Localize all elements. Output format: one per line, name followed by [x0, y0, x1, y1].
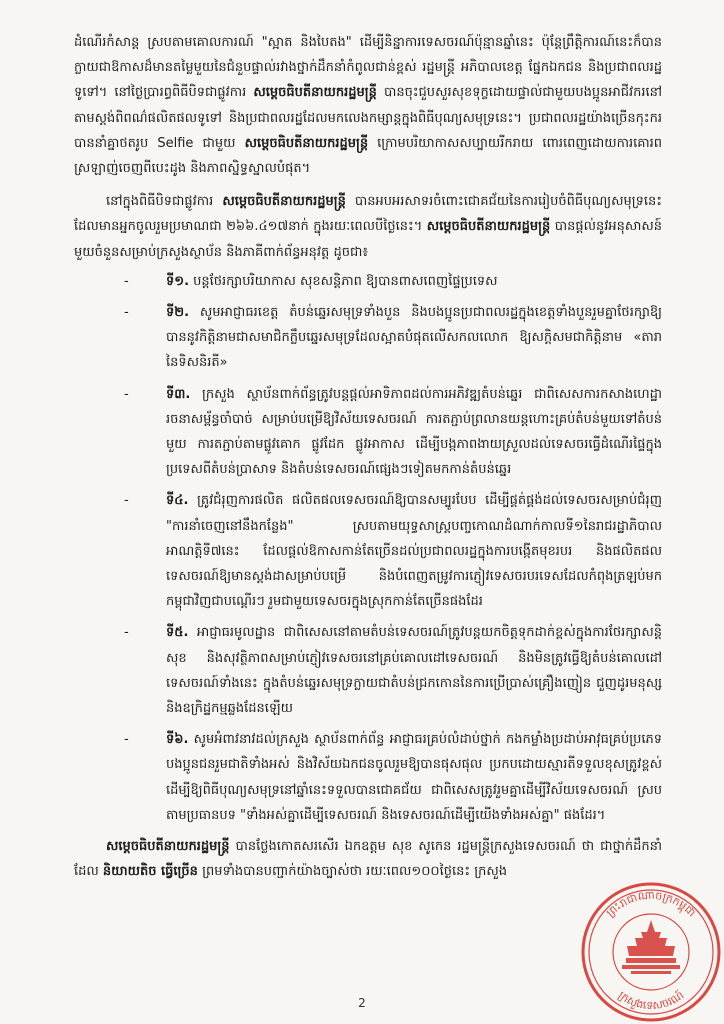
paragraph-1-text-c: ក្រោមបរិយាកាសសប្បាយរីករាយ ពោរពេញដោយការគោរពស្រឡាញ់ចេញពីបេះដូង និងភាពស្និទ្ធស្នាលបំផុត។: [74, 135, 662, 177]
paragraph-3-bold-2: និយាយតិច ធ្វើច្រើន: [102, 864, 198, 880]
paragraph-1-text-b: បានចុះជួបសួរសុខទុក្ខដោយផ្ទាល់ជាមួយបងប្អូនអាជីវករនៅតាមស្តង់ពិពណ៌ផលិតផលទូទៅ និងប្រជាពលរដ្ឋដែលមកលេងកម្សាន្តក្នុងពិធីបុណ្យសមុទ្រនេះ។ ប្រជាពលរដ្ឋយ៉ាងច្រើនកុះករបាននាំគ្នាថតរូប Selfie ជាមួយ: [74, 85, 662, 151]
list-number: ទី១.: [166, 273, 190, 289]
list-item: [74, 269, 662, 294]
list-text: ក្រសួង ស្ថាប័នពាក់ព័ន្ធត្រូវបន្តផ្តល់អាទិភាពដល់ការអភិវឌ្ឍតំបន់ឆ្នេរ ជាពិសេសការកសាងហេដ្ឋារចនាសម្ព័ន្ធចាំបាច់ សម្រាប់បម្រើឱ្យវិស័យទេសចរណ៍ ការតភ្ជាប់ព្រលានយន្តហោះគ្រប់តំបន់មួយទៅតំបន់មួយ ការតភ្ជាប់តាមផ្លូវគោក ផ្លូវដែក ផ្លូវអាកាស ដើម្បីបង្កភាពងាយស្រួលដល់ទេសចរធ្វើដំណើរផ្ទៃក្នុងប្រទេសពីតំបន់ប្រាសាទ និងតំបន់ទេសចរណ៍ផ្សេងៗទៀតមកកាន់តំបន់ឆ្នេរ: [166, 386, 662, 478]
paragraph-1: [74, 30, 662, 181]
paragraph-3-text-a: បានថ្លែងកោតសរសើរ ឯកឧត្តម សុខ សូកេន រដ្ឋមន្ត្រីក្រសួងទេសចរណ៍ ថា ជាថ្នាក់ដឹកនាំដែល: [74, 839, 662, 880]
paragraph-1-bold: សម្តេចធិបតីនាយករដ្ឋមន្ត្រី: [253, 85, 377, 101]
list-item: [74, 727, 662, 828]
list-bullet: -: [124, 305, 129, 321]
list-text: សូមអាជ្ញាធរខេត្ត តំបន់ឆ្នេរសមុទ្រទាំងបួន និងបងប្អូនប្រជាពលរដ្ឋក្នុងខេត្តទាំងបួនរួមគ្នាថែរក្សាឱ្យបាននូវកិត្តិនាមជាសមាជិកក្លឹបឆ្នេរសមុទ្រដែលស្អាតបំផុតលើសកលលោក ឱ្យសក្តិសមជាកិត្តិនាម «តារានៃទិសនិរតី»: [166, 305, 662, 371]
list-number: ទី៣.: [166, 386, 191, 402]
list-number: ទី៤.: [166, 493, 189, 509]
list-bullet: -: [124, 273, 129, 289]
list-bullet: -: [124, 625, 129, 641]
paragraph-2-bold: សម្តេចធិបតីនាយករដ្ឋមន្ត្រី: [222, 194, 346, 210]
paragraph-2-bold-2: សម្តេចធិបតីនាយករដ្ឋមន្ត្រី: [426, 219, 551, 235]
paragraph-3-text-b: ព្រមទាំងបានបញ្ជាក់យ៉ាងច្បាស់ថា រយៈពេល១០០ថ្ងៃនេះ ក្រសួង: [197, 864, 507, 880]
list-bullet: -: [124, 386, 129, 402]
recommendation-list: [74, 269, 662, 828]
list-item: [74, 300, 662, 376]
page-number: 2: [358, 996, 366, 1010]
list-text: អាជ្ញាធរមូលដ្ឋាន ជាពិសេសនៅតាមតំបន់ទេសចរណ៍ត្រូវបន្តយកចិត្តទុកដាក់ខ្ពស់ក្នុងការថែរក្សាសន្តិសុខ និងសុវត្ថិភាពសម្រាប់ភ្ញៀវទេសចរនៅគ្រប់គោលដៅទេសចរណ៍ និងមិនត្រូវធ្វើឱ្យតំបន់គោលដៅទេសចរណ៍ទាំងនេះ ក្នុងតំបន់ឆ្នេរសមុទ្រក្លាយជាតំបន់ជ្រកកោននៃការប្រើប្រាស់គ្រឿងញៀន ជួញដូរមនុស្ស និងឧក្រិដ្ឋកម្មឆ្លងដែនឡើយ: [166, 625, 662, 717]
paragraph-2-text-c: បានផ្តល់នូវអនុសាសន៍មួយចំនួនសម្រាប់ក្រសួងស្ថាប័ន និងភាគីពាក់ព័ន្ធអនុវត្ត ដូចជា៖: [74, 219, 662, 260]
paragraph-3: [74, 834, 662, 884]
stamp-top-text: ព្រះរាជាណាចក្រកម្ពុជា: [603, 888, 699, 920]
list-item: [74, 620, 662, 721]
list-number: ទី៦.: [166, 732, 189, 748]
list-item: [74, 488, 662, 614]
list-bullet: -: [124, 732, 129, 748]
list-text: សូមអំពាវនាវដល់ក្រសួង ស្ថាប័នពាក់ព័ន្ធ អាជ្ញាធរគ្រប់លំដាប់ថ្នាក់ កងកម្លាំងប្រដាប់អាវុធគ្រប់ប្រភេទ បងប្អូនជនរួមជាតិទាំងអស់ និងវិស័យឯកជនចូលរួមឱ្យបានផុសផុល ប្រកបដោយស្មារតីទទួលខុសត្រូវខ្ពស់ ដើម្បីឱ្យពិធីបុណ្យសមុទ្រនៅឆ្នាំនេះទទួលបានជោគជ័យ ជាពិសេសត្រូវរួមគ្នាដើម្បីវិស័យទេសចរណ៍ ស្របតាមប្រធានបទ "ទាំងអស់គ្នាដើម្បីទេសចរណ៍ និងទេសចរណ៍ដើម្បីយើងទាំងអស់គ្នា" ផងដែរ។: [166, 732, 662, 823]
paragraph-2-text-a: នៅក្នុងពិធីបិទជាផ្លូវការ: [106, 194, 223, 210]
list-text: បន្តថែរក្សាបរិយាកាស សុខសន្តិភាព ឱ្យបានពាសពេញផ្ទៃប្រទេស: [189, 273, 498, 289]
list-bullet: -: [124, 493, 129, 509]
official-seal-stamp: [576, 876, 724, 1024]
paragraph-2-text-b: បានអបអរសាទរចំពោះជោគជ័យនៃការរៀបចំពិធីបុណ្យសមុទ្រនេះ ដែលមានអ្នកចូលរួមប្រមាណជា ២៦៦.៤១៧នាក់ ក្នុងរយៈពេលបីថ្ងៃនេះ។: [74, 194, 662, 235]
temple-emblem-icon: [622, 920, 680, 974]
list-number: ទី៥.: [166, 625, 189, 641]
paragraph-3-bold: សម្តេចធិបតីនាយករដ្ឋមន្ត្រី: [106, 839, 230, 855]
list-text: ត្រូវជំរុញការផលិត ផលិតផលទេសចរណ៍ឱ្យបានសម្បូរបែប ដើម្បីផ្គត់ផ្គង់ដល់ទេសចរសម្រាប់ជំរុញ "ការនាំចេញនៅនឹងកន្លែង" ស្របតាមយុទ្ធសាស្ត្របញ្ចកោណដំណាក់កាលទី១នៃរាជរដ្ឋាភិបាលអាណត្តិទី៧នេះ ដែលផ្តល់ឱកាសកាន់តែច្រើនដល់ប្រជាពលរដ្ឋក្នុងការបង្កើតមុខរបរ និងផលិតផលទេសចរណ៍ឱ្យមានស្តង់ដាសម្រាប់បម្រើ និងបំពេញតម្រូវការភ្ញៀវទេសចរបរទេសដែលកំពុងត្រឡប់មកកម្ពុជាវិញជាបណ្តើរៗ រួមជាមួយទេសចរក្នុងស្រុកកាន់តែច្រើនផងដែរ: [166, 493, 662, 610]
paragraph-1-text: ដំណើរកំសាន្ត ស្របតាមគោលការណ៍ "ស្អាត និងបៃតង" ដើម្បីនិន្នាការទេសចរណ៍ប៉ុន្មានឆ្នាំនេះ ប៉ុន្តែព្រឹត្តិការណ៍នេះក៏បានក្លាយជាឱកាសដ៏មានតម្លៃមួយនៃជំនួបផ្ទាល់រវាងថ្នាក់ដឹកនាំកំពូលជាន់ខ្ពស់ រដ្ឋមន្ត្រី អភិបាលខេត្ត ផ្នែកឯកជន និងប្រជាពលរដ្ឋទូទៅ។ នៅថ្ងៃប្រារព្ធពិធីបិទជាផ្លូវការ: [74, 35, 662, 101]
paragraph-2: [74, 189, 662, 265]
list-number: ទី២.: [166, 305, 190, 321]
list-item: [74, 382, 662, 483]
paragraph-1-bold-2: សម្តេចធិបតីនាយករដ្ឋមន្ត្រី: [244, 135, 369, 151]
stamp-bottom-text: ក្រសួងទេសចរណ៍: [615, 988, 687, 1013]
